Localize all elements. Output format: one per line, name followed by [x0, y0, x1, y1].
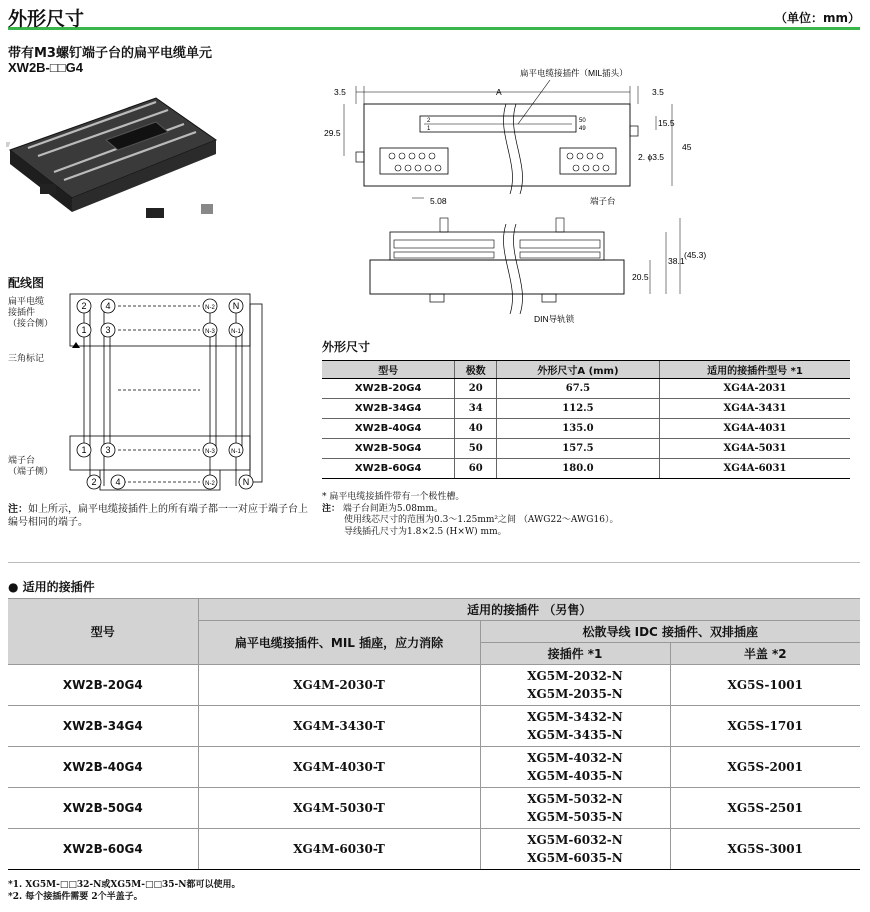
- table-row: XW2B-20G4 20 67.5 XG4A-2031: [322, 379, 850, 399]
- pin-label: 4: [105, 301, 111, 311]
- dims-notes: * 扁平电缆接插件带有一个极性槽。 注： 端子台间距为5.08mm。 使用线芯尺寸的范围为0.3～1.25mm²之间 （AWG22～AWG16）。 导线插孔尺寸为1.8×2.5 (H×W) mm。: [322, 492, 619, 537]
- dim-3.5-left: 3.5: [334, 87, 346, 97]
- col-header: 适用的接插件 （另售）: [198, 599, 860, 621]
- page-title: 外形尺寸: [8, 8, 85, 30]
- svg-text:50: 50: [579, 118, 586, 124]
- pin-label: 1: [81, 325, 87, 335]
- dims-table-title: 外形尺寸: [322, 340, 371, 354]
- dims-table: [322, 360, 850, 479]
- svg-text:2: 2: [427, 118, 431, 124]
- dim-20.5: 20.5: [632, 272, 649, 282]
- dim-3.5-right: 3.5: [652, 87, 664, 97]
- col-header: 型号: [8, 599, 198, 665]
- col-header: 松散导线 IDC 接插件、双排插座: [480, 621, 860, 643]
- pin-label: 1: [81, 445, 87, 455]
- table-row: XW2B-34G4 34 112.5 XG4A-3431: [322, 399, 850, 419]
- connectors-table: [8, 598, 860, 870]
- pin-label: N-3: [205, 449, 215, 455]
- dim-15.5: 15.5: [658, 118, 675, 128]
- table-row: XW2B-40G4 XG4M-4030-T XG5M-4032-N XG5M-4035-N XG5S-2001: [8, 747, 860, 788]
- wiring-diagram: [60, 290, 270, 500]
- product-image: [6, 80, 220, 230]
- col-header: 扁平电缆接插件、MIL 插座，应力消除: [198, 621, 480, 665]
- dimension-drawing: [320, 64, 740, 329]
- pin-label: N: [232, 301, 240, 311]
- wiring-note: 注：如上所示，扁平电缆接插件上的所有端子都一一对应于端子台上编号相同的端子。: [8, 504, 308, 528]
- pin-label: N-2: [205, 305, 215, 311]
- connectors-title: ● 适用的接插件: [8, 580, 95, 594]
- pin-label: 2: [91, 477, 97, 487]
- table-row: XW2B-50G4 50 157.5 XG4A-5031: [322, 439, 850, 459]
- col-header: 适用的接插件型号 *1: [659, 361, 850, 379]
- dim-A: A: [496, 87, 502, 97]
- col-header: 型号: [322, 361, 455, 379]
- table-row: XW2B-20G4 XG4M-2030-T XG5M-2032-N XG5M-2035-N XG5S-1001: [8, 665, 860, 706]
- terminal-label: 端子台: [590, 196, 616, 206]
- pin-label: 4: [115, 477, 121, 487]
- connector-label: 扁平电缆接插件（MIL插头）: [520, 68, 628, 78]
- table-row: XW2B-60G4 60 180.0 XG4A-6031: [322, 459, 850, 479]
- label-triangle: 三角标记: [8, 354, 45, 364]
- pin-label: N-1: [231, 329, 241, 335]
- dim-45.3: (45.3): [684, 250, 707, 260]
- product-model: XW2B-□□G4: [8, 60, 83, 75]
- table-row: XW2B-34G4 XG4M-3430-T XG5M-3432-N XG5M-3435-N XG5S-1701: [8, 706, 860, 747]
- pin-label: N-1: [231, 449, 241, 455]
- col-header: 半盖 *2: [670, 643, 860, 665]
- section-header: [8, 4, 860, 30]
- pin-label: N-3: [205, 329, 215, 335]
- din-label: DIN导轨锁: [534, 314, 575, 324]
- label-connector: 扁平电缆 接插件 （接合侧）: [8, 297, 54, 329]
- pin-label: 2: [81, 301, 87, 311]
- col-header: 接插件 *1: [480, 643, 670, 665]
- pin-label: 3: [105, 325, 111, 335]
- svg-text:1: 1: [427, 126, 431, 132]
- divider: [8, 562, 860, 563]
- pin-label: N: [242, 477, 250, 487]
- dim-38.1: 38.1: [668, 256, 685, 266]
- footnotes: *1. XG5M-□□32-N或XG5M-□□35-N都可以使用。 *2. 每个接插件需要 2个半盖子。: [8, 880, 241, 902]
- table-row: XW2B-60G4 XG4M-6030-T XG5M-6032-N XG5M-6035-N XG5S-3001: [8, 829, 860, 870]
- label-terminal: 端子台 （端子侧）: [8, 456, 54, 477]
- pitch-label: 5.08: [430, 196, 447, 206]
- product-subtitle: 带有M3螺钉端子台的扁平电缆单元: [8, 46, 212, 61]
- dim-29.5: 29.5: [324, 128, 341, 138]
- table-row: XW2B-50G4 XG4M-5030-T XG5M-5032-N XG5M-5035-N XG5S-2501: [8, 788, 860, 829]
- unit-label: （单位：mm）: [774, 11, 860, 25]
- pin-label: N-2: [205, 481, 215, 487]
- col-header: 极数: [455, 361, 497, 379]
- table-row: XW2B-40G4 40 135.0 XG4A-4031: [322, 419, 850, 439]
- dim-45: 45: [682, 142, 692, 152]
- wiring-title: 配线图: [8, 276, 45, 290]
- svg-text:49: 49: [579, 126, 586, 132]
- hole-label: 2. ϕ3.5: [638, 152, 665, 162]
- col-header: 外形尺寸A (mm): [497, 361, 660, 379]
- pin-label: 3: [105, 445, 111, 455]
